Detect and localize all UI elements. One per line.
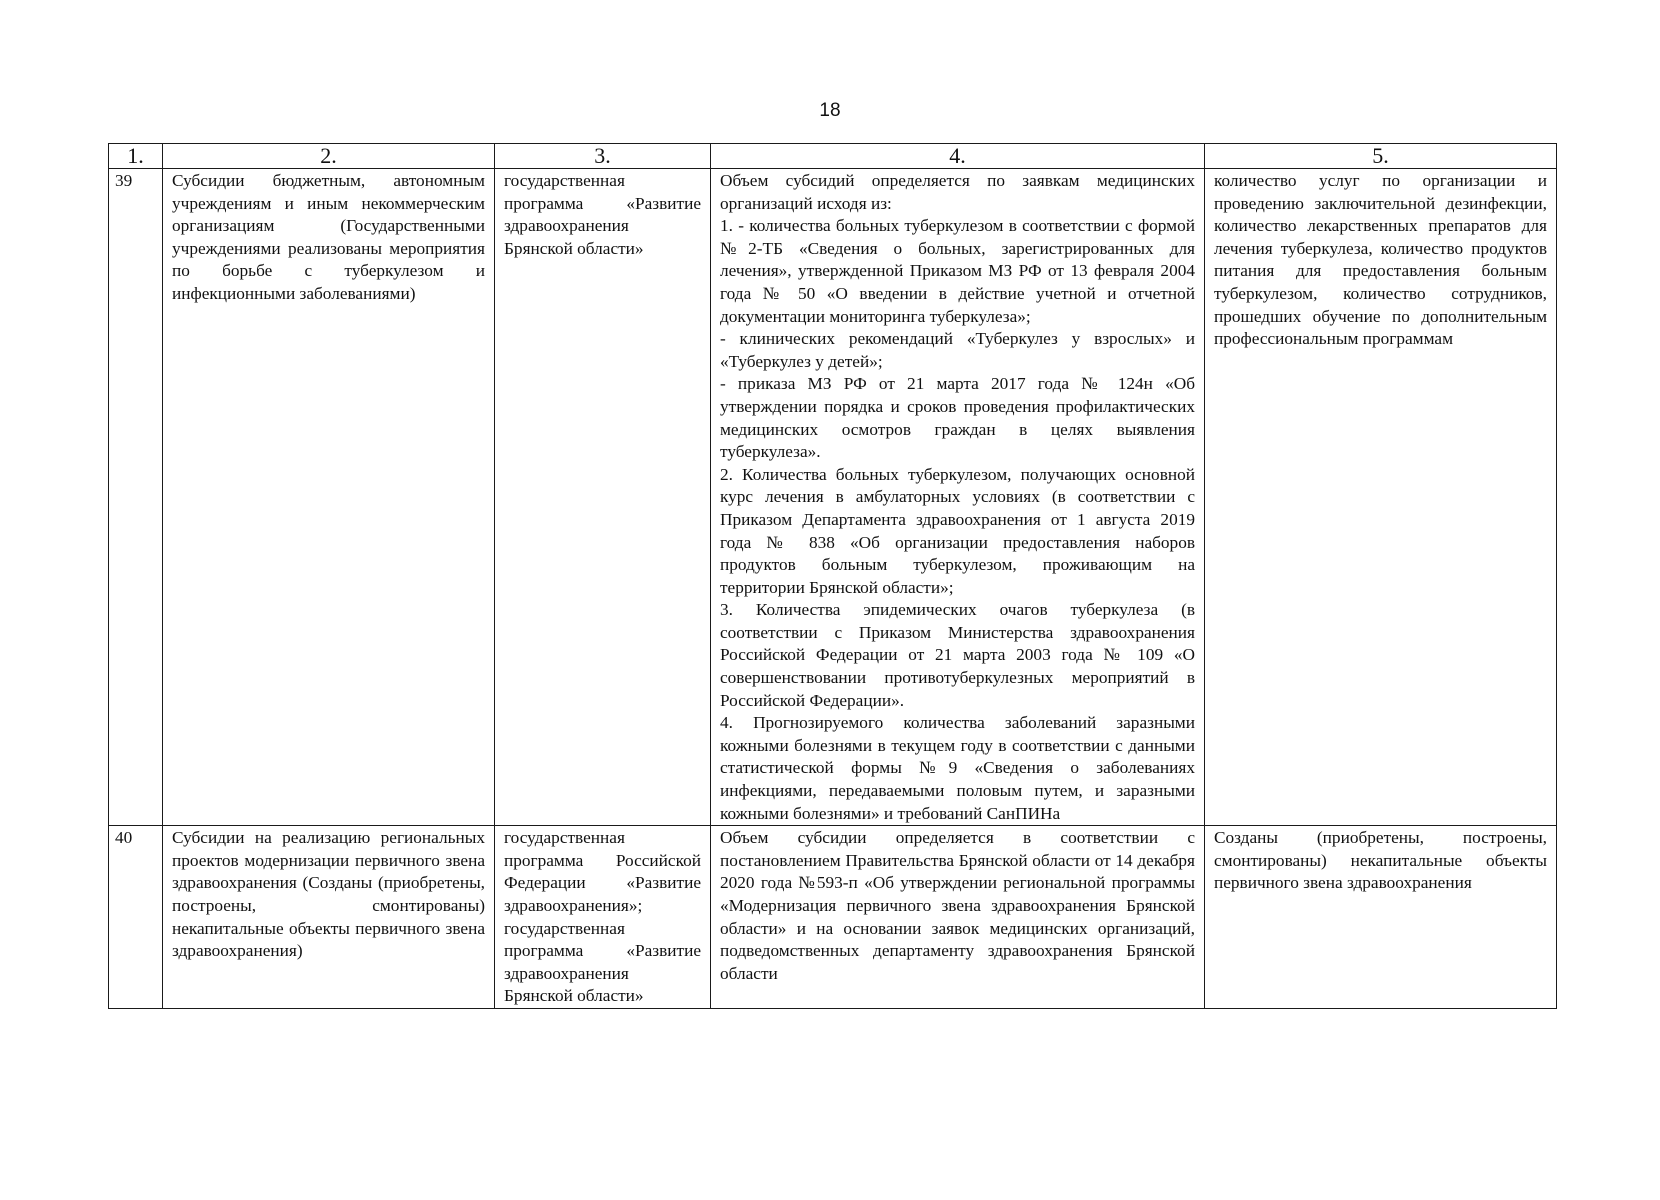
calculation-basis [711,169,1205,826]
header-col-2: 2. [163,144,495,169]
subsidy-name: Субсидии на реализацию региональных проектов модернизации первичного звена здравоохранения (Созданы (приобретены, построены, смонтированы) некапитальные объекты первичного звена здравоохранения) [163,826,495,1009]
basis-paragraph: 4. Прогнозируемого количества заболеваний заразными кожными болезнями в текущем году в соответствии с данными статистической формы №9 «Сведения о заболеваниях инфекциями, передаваемыми половым путем, и заразными кожными болезнями» и требований СанПИНа [720,713,1195,823]
table-header-row [109,144,1557,169]
subsidy-name: Субсидии бюджетным, автономным учреждениям и иным некоммерческим организациям (Государственными учреждениями реализованы мероприятия по борьбе с туберкулезом и инфекционными заболеваниями) [163,169,495,826]
result-indicator: количество услуг по организации и проведению заключительной дезинфекции, количество лекарственных препаратов для лечения туберкулеза, количество продуктов питания для предоставления больным туберкулезом, количество сотрудников, прошедших обучение по дополнительным профессиональным программам [1205,169,1557,826]
program-name: государственная программа Российской Федерации «Развитие здравоохранения»; государственная программа «Развитие здравоохранения Брянской области» [495,826,711,1009]
table-row [109,169,1557,826]
row-number: 40 [109,826,163,1009]
result-indicator: Созданы (приобретены, построены, смонтированы) некапитальные объекты первичного звена здравоохранения [1205,826,1557,1009]
calculation-basis [711,826,1205,1009]
subsidy-table [108,143,1557,1009]
basis-paragraph: Объем субсидии определяется в соответствии с постановлением Правительства Брянской области от 14 декабря 2020 года №593-п «Об утверждении региональной программы «Модернизация первичного звена здравоохранения Брянской области» и на основании заявок медицинских организаций, подведомственных департаменту здравоохранения Брянской области [720,828,1195,983]
page-number: 18 [819,100,841,121]
basis-paragraph: 1. - количества больных туберкулезом в соответствии с формой №2-ТБ «Сведения о больных, зарегистрированных для лечения», утвержденной Приказом МЗ РФ от 13 февраля 2004 года № 50 «О введении в действие учетной и отчетной документации мониторинга туберкулеза»; [720,216,1195,326]
basis-paragraph: Объем субсидий определяется по заявкам медицинских организаций исходя из: [720,171,1195,213]
basis-paragraph: 2. Количества больных туберкулезом, получающих основной курс лечения в амбулаторных условиях (в соответствии с Приказом Департамента здравоохранения от 1 августа 2019 года № 838 «Об организации предоставления наборов продуктов больным туберкулезом, проживающим на территории Брянской области»; [720,464,1195,597]
header-col-5: 5. [1205,144,1557,169]
program-name: государственная программа «Развитие здравоохранения Брянской области» [495,169,711,826]
table-row [109,826,1557,1009]
header-col-3: 3. [495,144,711,169]
basis-paragraph: 3. Количества эпидемических очагов туберкулеза (в соответствии с Приказом Министерства здравоохранения Российской Федерации от 21 марта 2003 года № 109 «О совершенствовании противотуберкулезных мероприятий в Российской Федерации». [720,600,1195,710]
basis-paragraph: - приказа МЗ РФ от 21 марта 2017 года № 124н «Об утверждении порядка и сроков проведения профилактических медицинских осмотров граждан в целях выявления туберкулеза». [720,374,1195,462]
row-number: 39 [109,169,163,826]
basis-paragraph: - клинических рекомендаций «Туберкулез у взрослых» и «Туберкулез у детей»; [720,329,1195,371]
header-col-4: 4. [711,144,1205,169]
header-col-1: 1. [109,144,163,169]
